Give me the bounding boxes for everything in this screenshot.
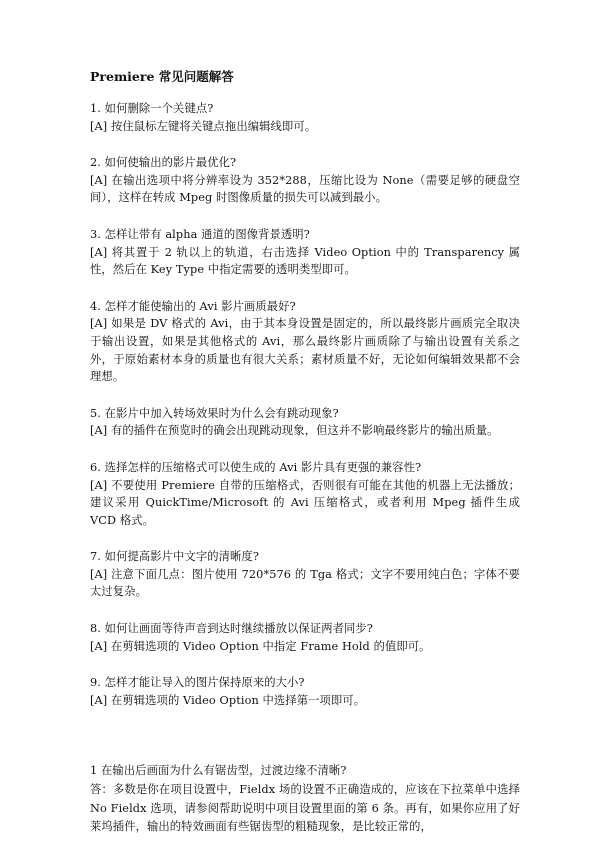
faq-question: 2. 如何使输出的影片最优化? bbox=[90, 156, 237, 170]
section-spacer bbox=[90, 728, 520, 762]
faq-answer: [A] 在剪辑选项的 Video Option 中选择第一项即可。 bbox=[90, 693, 366, 707]
faq-question: 6. 选择怎样的压缩格式可以使生成的 Avi 影片具有更强的兼容性? bbox=[90, 460, 422, 474]
faq-answer: [A] 不要使用 Premiere 自带的压缩格式，否则很有可能在其他的机器上无法播放；建议采用 QuickTime/Microsoft 的 Avi 压缩格式，或者利用 Mpeg 插件生成 VCD 格式。 bbox=[90, 478, 520, 527]
faq-answer: [A] 在输出选项中将分辨率设为 352*288，压缩比设为 None（需要足够的硬盘空间），这样在转成 Mpeg 时图像质量的损失可以减到最小。 bbox=[90, 173, 520, 205]
faq-question: 5. 在影片中加入转场效果时为什么会有跳动现象? bbox=[90, 406, 339, 420]
faq-question: 4. 怎样才能使输出的 Avi 影片画质最好? bbox=[90, 299, 296, 313]
faq-question: 1 在输出后画面为什么有锯齿型，过渡边缘不清晰? bbox=[90, 764, 347, 778]
document-page bbox=[90, 68, 520, 856]
faq-item bbox=[90, 100, 520, 135]
faq-item bbox=[90, 548, 520, 601]
faq-question: 8. 如何让画面等待声音到达时继续播放以保证两者同步? bbox=[90, 622, 373, 636]
faq-answer: [A] 将其置于 2 轨以上的轨道，右击选择 Video Option 中的 Transparency 属性，然后在 Key Type 中指定需要的透明类型即可。 bbox=[90, 245, 520, 277]
faq-answer: [A] 注意下面几点：图片使用 720*576 的 Tga 格式；文字不要用纯白色；字体不要太过复杂。 bbox=[90, 567, 520, 599]
faq-item bbox=[90, 620, 520, 655]
faq-item bbox=[90, 762, 520, 836]
faq-item bbox=[90, 405, 520, 440]
faq-question: 1. 如何删除一个关键点? bbox=[90, 102, 214, 115]
faq-item bbox=[90, 226, 520, 279]
faq-item bbox=[90, 459, 520, 529]
faq-answer: [A] 如果是 DV 格式的 Avi，由于其本身设置是固定的，所以最终影片画质完全取决于输出设置，如果是其他格式的 Avi，那么最终影片画质除了与输出设置有关系之外，于原始素材本身的质量也有很大关系；素材质量不好，无论如何编辑效果都不会理想。 bbox=[90, 317, 520, 384]
faq-answer: [A] 有的插件在预览时的确会出现跳动现象，但这并不影响最终影片的输出质量。 bbox=[90, 424, 499, 438]
faq-question: 7. 如何提高影片中文字的清晰度? bbox=[90, 550, 259, 564]
faq-answer: 答：多数是你在项目设置中，Fieldx 场的设置不正确造成的，应该在下拉菜单中选择 No Fieldx 选项，请参阅帮助说明中项目设置里面的第 6 条。再有，如果你应用了好莱坞插件，输出的特效画面有些锯齿型的粗糙现象，是比较正常的， bbox=[90, 783, 520, 834]
faq-item bbox=[90, 154, 520, 207]
faq-item bbox=[90, 298, 520, 386]
document-title: Premiere 常见问题解答 bbox=[90, 69, 234, 84]
faq-question: 9. 怎样才能让导入的图片保持原来的大小? bbox=[90, 676, 305, 690]
faq-item bbox=[90, 674, 520, 709]
faq-answer: [A] 在剪辑选项的 Video Option 中指定 Frame Hold 的值即可。 bbox=[90, 639, 431, 653]
faq-answer: [A] 按住鼠标左键将关键点拖出编辑线即可。 bbox=[90, 119, 317, 133]
faq-question: 3. 怎样让带有 alpha 通道的图像背景透明? bbox=[90, 227, 310, 241]
